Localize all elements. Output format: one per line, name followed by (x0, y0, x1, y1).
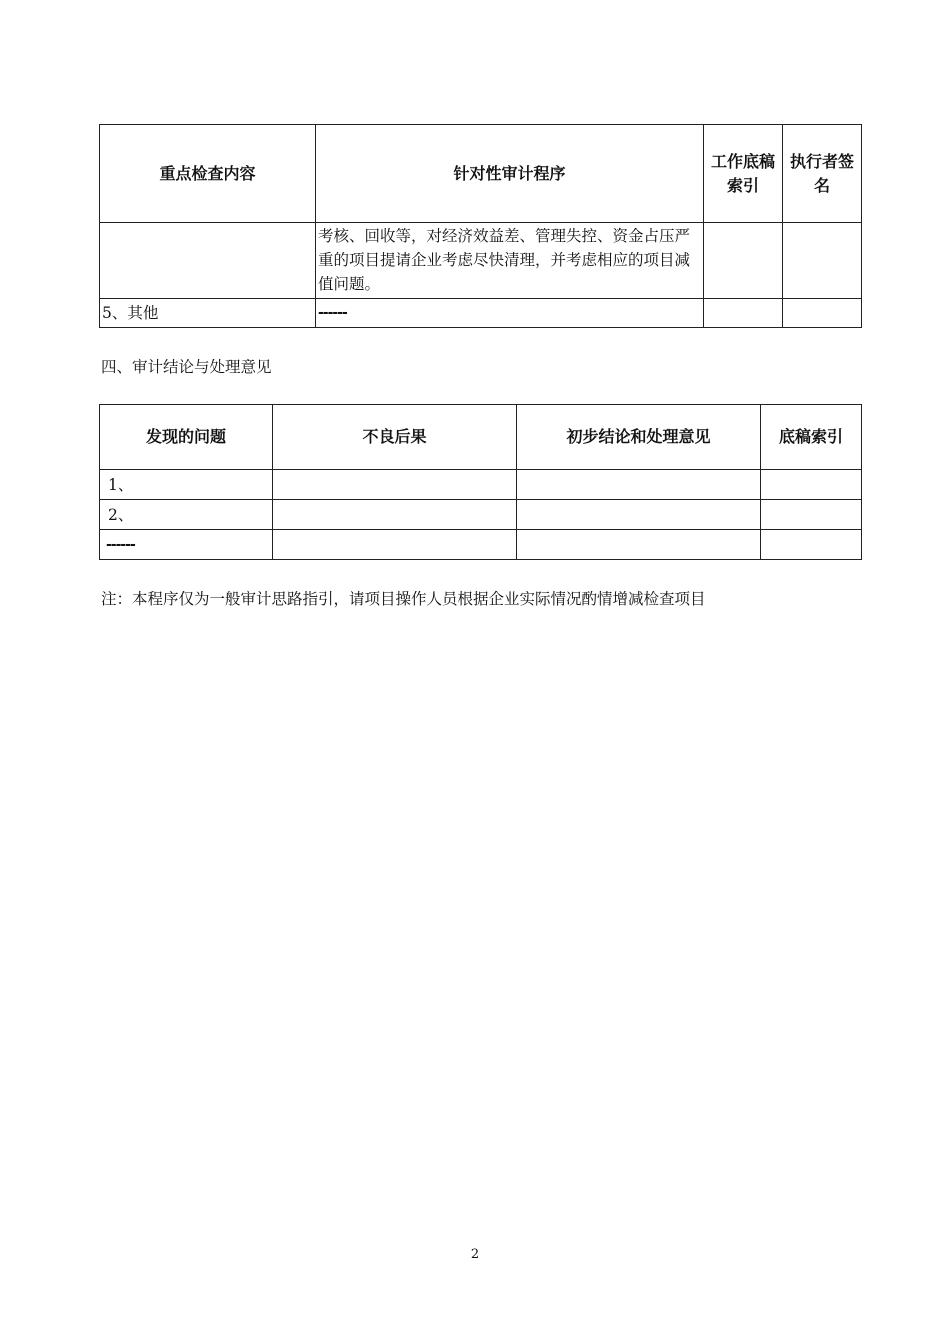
audit-conclusion-table (99, 404, 862, 560)
focus-cell (100, 223, 316, 299)
executor-signature-cell (783, 223, 862, 299)
focus-cell: 5、其他 (100, 299, 316, 328)
consequences-cell (273, 470, 517, 500)
header-executor-signature: 执行者签名 (783, 125, 862, 223)
consequences-cell (273, 500, 517, 530)
conclusion-cell (517, 470, 761, 500)
header-consequences: 不良后果 (273, 405, 517, 470)
table-row (100, 470, 862, 500)
table-row (100, 299, 862, 328)
issues-cell: 2、 (100, 500, 273, 530)
audit-procedure-table (99, 124, 862, 328)
index-cell (761, 500, 862, 530)
index-cell (761, 530, 862, 560)
table-row (100, 500, 862, 530)
issues-cell: 1、 (100, 470, 273, 500)
header-conclusion: 初步结论和处理意见 (517, 405, 761, 470)
index-cell (761, 470, 862, 500)
header-workpaper-index: 工作底稿索引 (704, 125, 783, 223)
header-issues: 发现的问题 (100, 405, 273, 470)
procedure-cell: ------ (316, 299, 704, 328)
issues-cell: ------ (100, 530, 273, 560)
conclusion-cell (517, 500, 761, 530)
consequences-cell (273, 530, 517, 560)
footnote: 注：本程序仅为一般审计思路指引，请项目操作人员根据企业实际情况酌情增减检查项目 (101, 590, 706, 608)
table-row (100, 223, 862, 299)
procedure-cell: 考核、回收等，对经济效益差、管理失控、资金占压严重的项目提请企业考虑尽快清理，并考虑相应的项目减值问题。 (316, 223, 704, 299)
header-index: 底稿索引 (761, 405, 862, 470)
table-row (100, 530, 862, 560)
table-header-row (100, 125, 862, 223)
header-focus: 重点检查内容 (100, 125, 316, 223)
executor-signature-cell (783, 299, 862, 328)
workpaper-index-cell (704, 223, 783, 299)
workpaper-index-cell (704, 299, 783, 328)
section-heading: 四、审计结论与处理意见 (101, 358, 272, 376)
table-header-row (100, 405, 862, 470)
page-number: 2 (470, 1247, 480, 1262)
header-procedure: 针对性审计程序 (316, 125, 704, 223)
conclusion-cell (517, 530, 761, 560)
